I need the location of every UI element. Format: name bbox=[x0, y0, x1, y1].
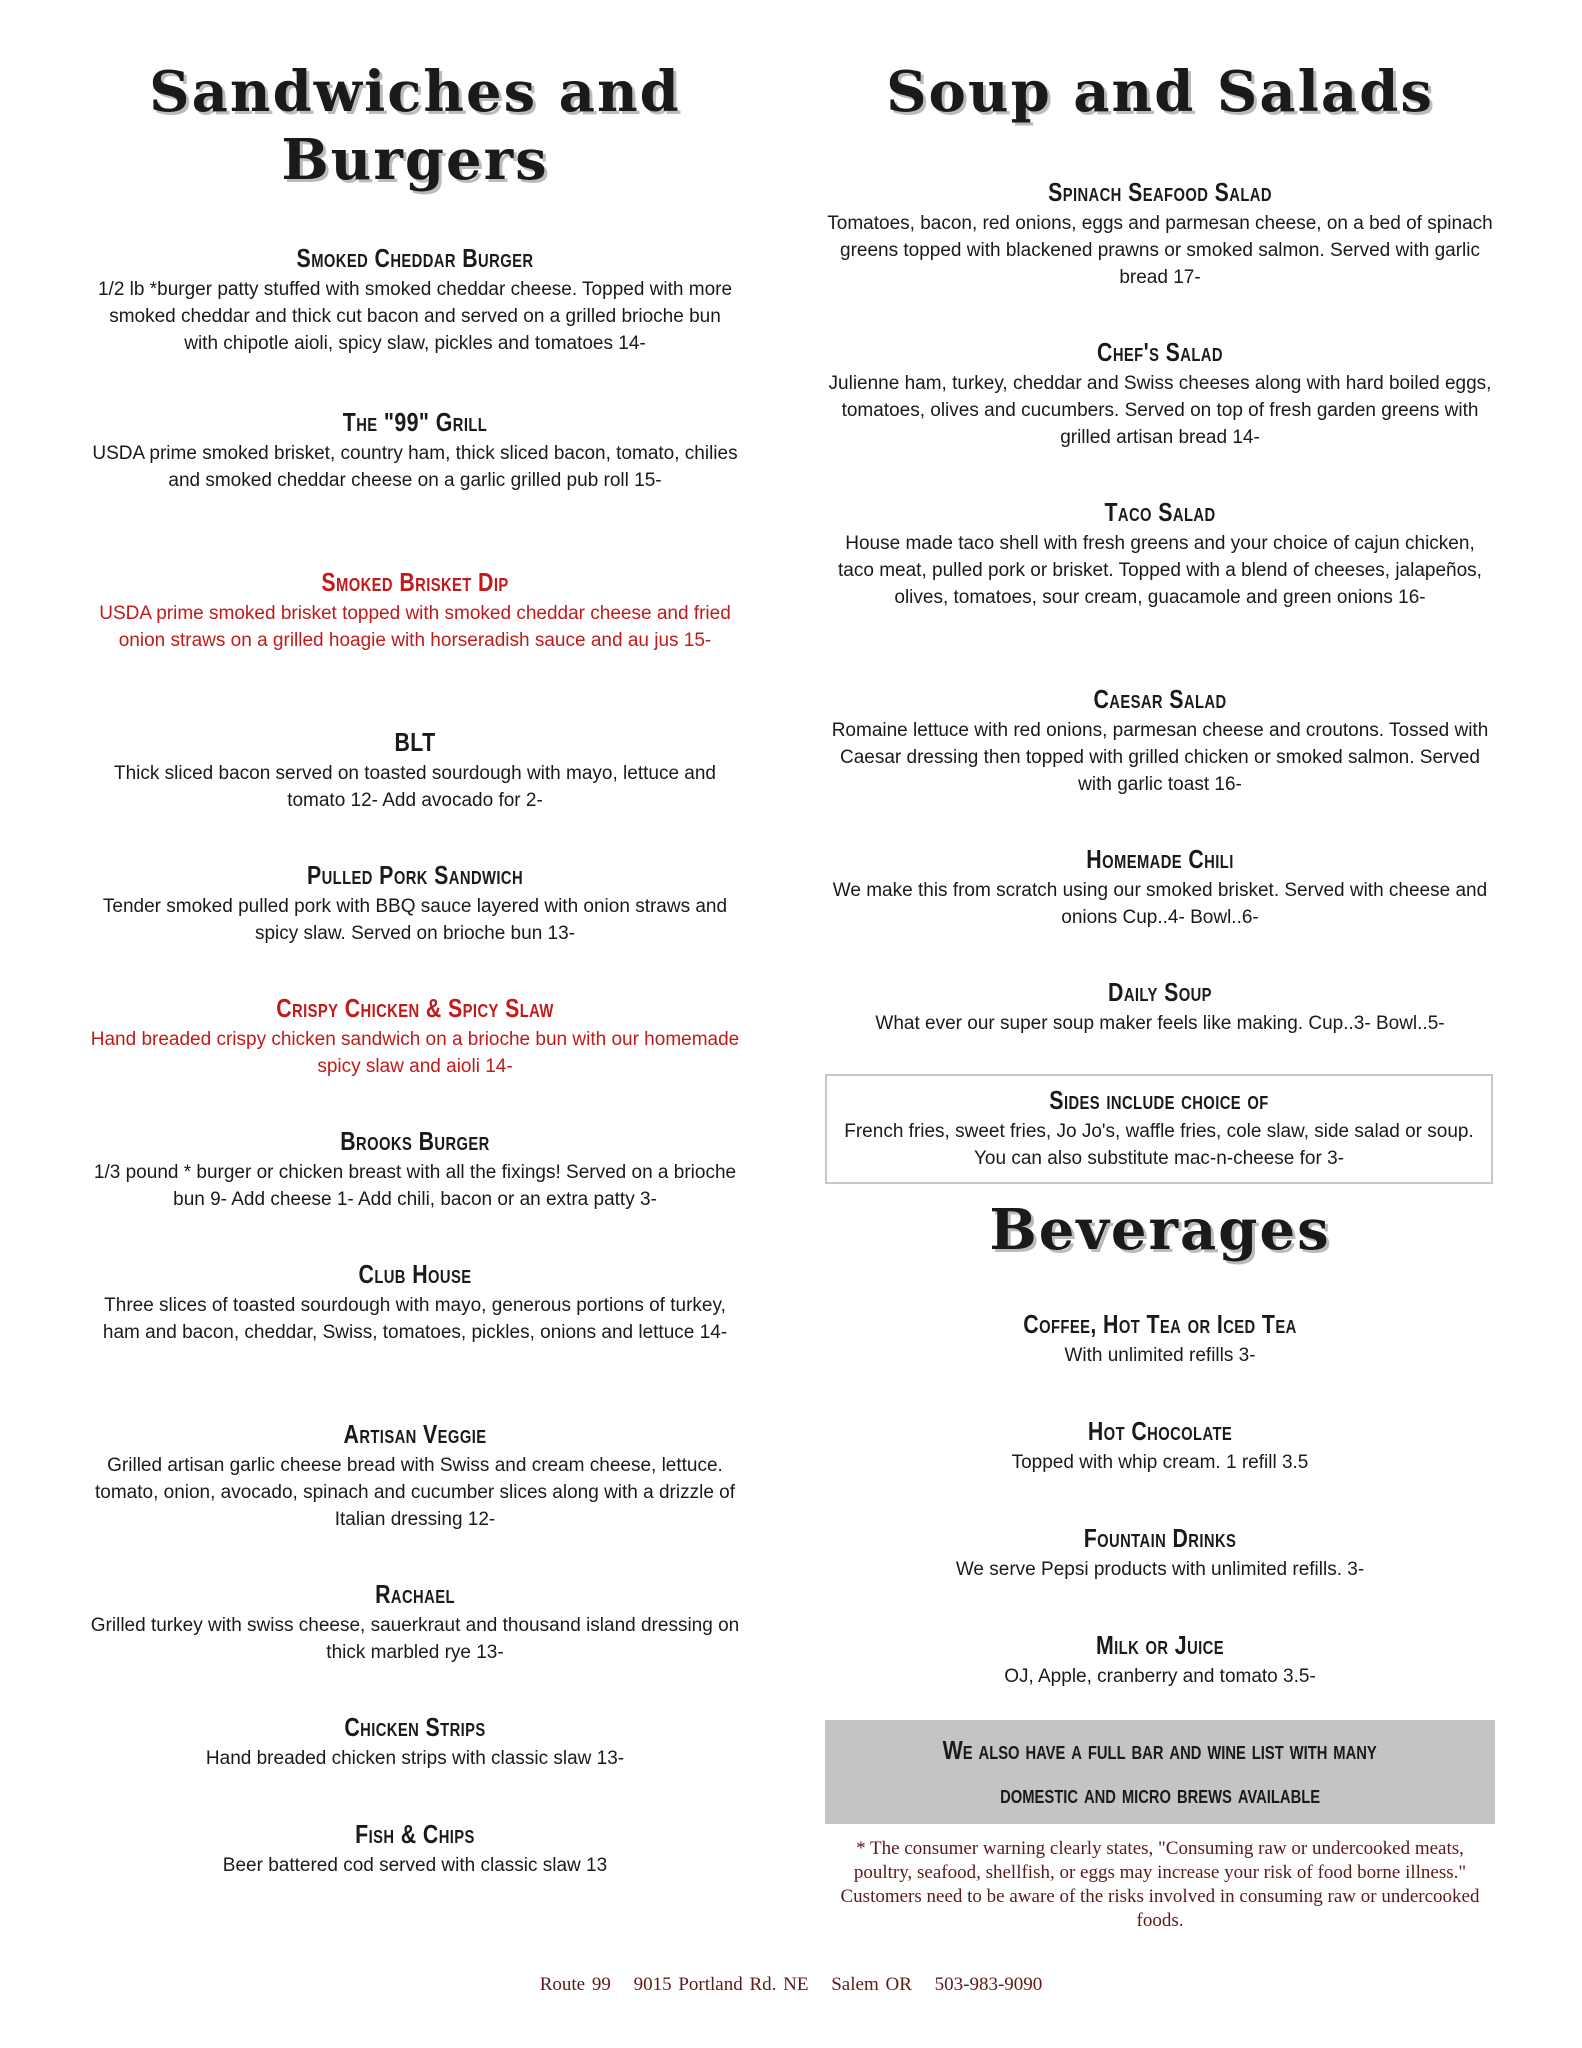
consumer-warning: * The consumer warning clearly states, "Consuming raw or undercooked meats, poultry, seafood, shellfish, or eggs may increase your risk of food borne illness." Customers need to be aware of the risks involved in consuming raw or undercooked foods. bbox=[840, 1838, 1480, 1931]
item-description: We serve Pepsi products with unlimited refills. 3- bbox=[955, 1559, 1365, 1580]
full-bar-line2: domestic and micro brews available bbox=[1000, 1779, 1320, 1809]
menu-item-coffee-tea bbox=[825, 1308, 1495, 1369]
item-description: With unlimited refills 3- bbox=[1064, 1345, 1256, 1366]
item-name: BLT bbox=[394, 727, 436, 757]
item-name: Caesar Salad bbox=[1093, 684, 1227, 714]
sides-description: French fries, sweet fries, Jo Jo's, waffle fries, cole slaw, side salad or soup. You can also substitute mac-n-cheese for 3- bbox=[844, 1121, 1474, 1169]
item-name: Daily Soup bbox=[1108, 977, 1212, 1007]
sandwiches-title-line1: Sandwiches and bbox=[149, 59, 681, 125]
item-name: Spinach Seafood Salad bbox=[1048, 177, 1272, 207]
item-name: Artisan Veggie bbox=[343, 1419, 487, 1449]
item-name: Rachael bbox=[375, 1579, 455, 1609]
item-name: The "99" Grill bbox=[342, 407, 488, 437]
item-description: Tomatoes, bacon, red onions, eggs and parmesan cheese, on a bed of spinach greens topped with blackened prawns or smoked salmon. Served with garlic bread 17- bbox=[827, 213, 1493, 288]
item-description: Topped with whip cream. 1 refill 3.5 bbox=[1011, 1452, 1309, 1473]
footer-restaurant-name: Route 99 bbox=[539, 1974, 611, 1995]
item-name: Smoked Cheddar Burger bbox=[296, 243, 534, 273]
menu-item-brooks-burger bbox=[90, 1125, 740, 1213]
full-bar-line1: We also have a full bar and wine list with many bbox=[942, 1735, 1378, 1765]
footer-address: 9015 Portland Rd. NE bbox=[633, 1974, 809, 1995]
menu-item-fish-and-chips bbox=[90, 1818, 740, 1879]
menu-item-blt bbox=[90, 726, 740, 814]
menu-item-chefs-salad bbox=[825, 336, 1495, 451]
item-description: Hand breaded crispy chicken sandwich on a brioche bun with our homemade spicy slaw and aioli 14- bbox=[90, 1029, 740, 1077]
item-name: Crispy Chicken & Spicy Slaw bbox=[276, 993, 554, 1023]
sandwiches-title-line2: Burgers bbox=[281, 127, 549, 193]
menu-item-smoked-cheddar-burger bbox=[90, 242, 740, 357]
item-description: Beer battered cod served with classic slaw 13 bbox=[222, 1855, 608, 1876]
menu-item-taco-salad bbox=[825, 496, 1495, 611]
full-bar-banner bbox=[825, 1720, 1495, 1824]
item-name: Brooks Burger bbox=[340, 1126, 490, 1156]
footer-city: Salem OR bbox=[831, 1974, 912, 1995]
item-name: Smoked Brisket Dip bbox=[321, 567, 509, 597]
menu-item-spinach-seafood-salad bbox=[825, 176, 1495, 291]
beverages-title: Beverages bbox=[989, 1197, 1331, 1263]
menu-item-chicken-strips bbox=[90, 1711, 740, 1772]
item-name: Hot Chocolate bbox=[1087, 1416, 1233, 1446]
item-name: Club House bbox=[358, 1259, 472, 1289]
menu-item-rachael bbox=[90, 1578, 740, 1666]
item-description: Tender smoked pulled pork with BBQ sauce layered with onion straws and spicy slaw. Served on brioche bun 13- bbox=[102, 896, 728, 944]
item-description: USDA prime smoked brisket topped with smoked cheddar cheese and fried onion straws on a grilled hoagie with horseradish sauce and au jus 15- bbox=[99, 603, 731, 651]
item-description: House made taco shell with fresh greens and your choice of cajun chicken, taco meat, pulled pork or brisket. Topped with a blend of cheeses, jalapeños, olives, tomatoes, sour cream, guacamole and green onions 16- bbox=[838, 533, 1482, 608]
menu-item-pulled-pork-sandwich bbox=[90, 859, 740, 947]
item-description: 1/2 lb *burger patty stuffed with smoked cheddar cheese. Topped with more smoked cheddar and thick cut bacon and served on a grilled brioche bun with chipotle aioli, spicy slaw, pickles and tomatoes 14- bbox=[97, 279, 733, 354]
item-name: Chicken Strips bbox=[344, 1712, 486, 1742]
soups-salads-title-wrap bbox=[825, 58, 1495, 126]
item-name: Milk or Juice bbox=[1096, 1630, 1224, 1660]
item-description: OJ, Apple, cranberry and tomato 3.5- bbox=[1004, 1666, 1316, 1687]
soups-salads-title: Soup and Salads bbox=[886, 59, 1434, 125]
item-description: We make this from scratch using our smoked brisket. Served with cheese and onions Cup..4- Bowl..6- bbox=[832, 880, 1488, 928]
item-description: 1/3 pound * burger or chicken breast with all the fixings! Served on a brioche bun 9- Add cheese 1- Add chili, bacon or an extra patty 3- bbox=[93, 1162, 737, 1210]
menu-item-hot-chocolate bbox=[825, 1415, 1495, 1476]
menu-item-milk-juice bbox=[825, 1629, 1495, 1690]
menu-item-smoked-brisket-dip bbox=[90, 566, 740, 654]
soups-salads-column bbox=[825, 0, 1495, 1950]
menu-item-crispy-chicken-spicy-slaw bbox=[90, 992, 740, 1080]
item-name: Homemade Chili bbox=[1086, 844, 1234, 874]
item-description: Julienne ham, turkey, cheddar and Swiss cheeses along with hard boiled eggs, tomatoes, olives and cucumbers. Served on top of fresh garden greens with grilled artisan bread 14- bbox=[828, 373, 1492, 448]
menu-item-artisan-veggie bbox=[90, 1418, 740, 1533]
menu-item-caesar-salad bbox=[825, 683, 1495, 798]
item-name: Pulled Pork Sandwich bbox=[306, 860, 524, 890]
item-description: Grilled turkey with swiss cheese, sauerkraut and thousand island dressing on thick marbled rye 13- bbox=[90, 1615, 740, 1663]
item-description: USDA prime smoked brisket, country ham, thick sliced bacon, tomato, chilies and smoked cheddar cheese on a garlic grilled pub roll 15- bbox=[92, 443, 738, 491]
item-description: Hand breaded chicken strips with classic slaw 13- bbox=[205, 1748, 625, 1769]
item-name: Coffee, Hot Tea or Iced Tea bbox=[1023, 1309, 1297, 1339]
item-description: Thick sliced bacon served on toasted sourdough with mayo, lettuce and tomato 12- Add avocado for 2- bbox=[113, 763, 717, 811]
sides-box bbox=[825, 1074, 1493, 1184]
item-name: Fish & Chips bbox=[355, 1819, 475, 1849]
menu-item-fountain-drinks bbox=[825, 1522, 1495, 1583]
sandwiches-column bbox=[90, 0, 740, 1930]
item-description: Grilled artisan garlic cheese bread with Swiss and cream cheese, lettuce. tomato, onion, avocado, spinach and cucumber slices along with a drizzle of Italian dressing 12- bbox=[94, 1455, 736, 1530]
item-description: Three slices of toasted sourdough with mayo, generous portions of turkey, ham and bacon, cheddar, Swiss, tomatoes, pickles, onions and lettuce 14- bbox=[102, 1295, 728, 1343]
footer bbox=[0, 1974, 1582, 1996]
menu-item-99-grill bbox=[90, 406, 740, 494]
menu-item-club-house bbox=[90, 1258, 740, 1346]
sandwiches-title bbox=[90, 58, 740, 194]
item-name: Fountain Drinks bbox=[1083, 1523, 1237, 1553]
item-description: What ever our super soup maker feels like making. Cup..3- Bowl..5- bbox=[875, 1013, 1445, 1034]
item-description: Romaine lettuce with red onions, parmesan cheese and croutons. Tossed with Caesar dressing then topped with grilled chicken or smoked salmon. Served with garlic toast 16- bbox=[831, 720, 1489, 795]
item-name: Chef's Salad bbox=[1097, 337, 1223, 367]
beverages-title-wrap bbox=[825, 1196, 1495, 1264]
menu-item-homemade-chili bbox=[825, 843, 1495, 931]
sides-heading: Sides include choice of bbox=[1049, 1085, 1269, 1115]
menu-item-daily-soup bbox=[825, 976, 1495, 1037]
item-name: Taco Salad bbox=[1104, 497, 1216, 527]
footer-phone: 503-983-9090 bbox=[934, 1974, 1043, 1995]
